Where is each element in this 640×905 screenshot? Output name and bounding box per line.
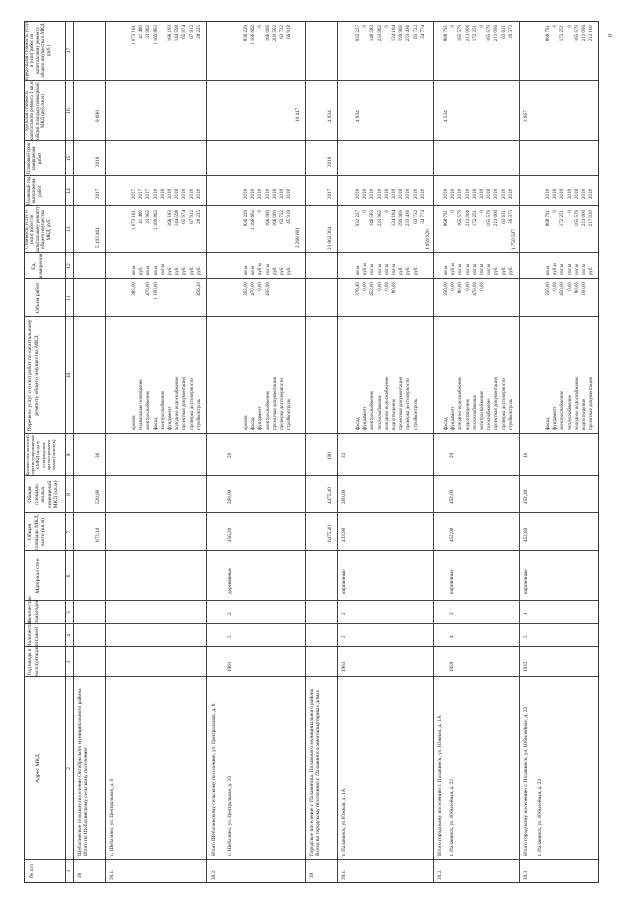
limits-list: 868 791 0 172 251 0 165 579 213 006 212 160 (546, 25, 595, 42)
colnum: 17 (66, 47, 72, 54)
row-title: Итого городскому поселению г. Палавинск, ул. Южная, д. 1А (437, 715, 443, 856)
header-year-built: Год ввода в эксплуатацию (27, 643, 40, 677)
total-area: 452,80 (523, 527, 529, 542)
unit-cost: 4 934 (327, 110, 333, 122)
row-number: 39.1. (341, 869, 347, 880)
capital-repair-table (24, 21, 599, 883)
col-divider (25, 175, 598, 176)
costs-list: 1 073 161 41 480 33 962 1 169 863 166 183 144 598 65 974 67 912 28 225 (132, 210, 202, 230)
unit-cost: 9 890 (95, 110, 101, 122)
row-title: Городское поселение г. Палавинска, Полавского муниципального района Всего по городскому поселению г. Палавинск в многоквартирных домах (309, 688, 322, 856)
row-number: 38.2. (211, 869, 217, 880)
row-number: 38.1. (109, 869, 115, 880)
header-unit: Ед. измерения (31, 253, 44, 279)
works-list: фасад фундамент холодное водоснабжение водоотведение теплоснабжение электроснабжение газоснабжение проектная документация проверка достоверности стройконтроль (444, 376, 514, 430)
volumes-list: 350,00 0,00 80,00 0,00 470,00 0,00 (444, 282, 486, 296)
row-divider (337, 22, 338, 882)
header-divider (73, 22, 74, 882)
header-cost: Стоимость услуг и (или) работ по капитальному ремонту общего имущества МКД, руб. (25, 206, 52, 253)
works-list: фасад фундамент электроснабжение теплоснабжение холодное водоснабжение водоотведение проектная документация (546, 376, 595, 430)
works-list: фасад фундамент электроснабжение теплоснабжение холодное водоснабжение водоотведение проектная документация проверка достоверности стройконтроль (356, 376, 419, 430)
entrances: 2 (449, 612, 455, 615)
colnum: 15 (66, 155, 72, 162)
row-title: Итого Шебалинскому сельскому поселению, ул. Центральная, д. 6 (211, 703, 217, 856)
colnum: 14 (66, 188, 72, 194)
entrances: 1 (523, 612, 529, 615)
colnum: 12 (66, 263, 72, 269)
unit-cost: 4 934 (355, 110, 361, 122)
living-area: 452,00 (449, 489, 455, 504)
residents: 32 (341, 452, 347, 458)
floors: 4 (449, 635, 455, 638)
colnum: 5 (66, 611, 72, 614)
volumes-list: 392,00 470,00 0,00 435,90 (244, 282, 271, 296)
works-list: кровля фасад фундамент электроснабжение проектная документация проверка достоверности стройконтроль (244, 377, 293, 430)
header-floors: Количество этажей (27, 619, 40, 647)
colnum: 10 (66, 372, 72, 379)
cost-total: 1 959 826 (425, 229, 431, 250)
address: г. Палавинск, ул. Юбилейная, д. 22 (449, 779, 455, 856)
plan-year: 2017 (95, 188, 101, 199)
residents: 20 (449, 452, 455, 458)
header-end-term: Плановый срок завершения работ (27, 142, 43, 175)
col-divider (25, 676, 598, 677)
floors: 2 (227, 635, 233, 638)
volumes-list: 350,00 0,00 450,00 0,00 80,00 100,00 (546, 282, 588, 296)
header-material: Материал стен (35, 558, 41, 594)
costs-list: 836 229 1 166 662 0 166 069 166 069 63 722 45 918 (244, 210, 293, 230)
col-divider (25, 252, 598, 253)
units-list: кв.м куб.м пог.м пог.м пог.м пог.м руб. (546, 263, 595, 275)
header-volume: Объем работ (35, 282, 41, 314)
col-divider (25, 80, 598, 81)
colnum: 16 (66, 108, 72, 114)
years-list: 2018 2018 2018 2018 2018 2018 2018 2018 2018 2018 (356, 189, 426, 199)
limits-list: 932 227 0 146 583 233 962 0 124 184 199 969 233 436 63 722 34 774 (356, 25, 426, 42)
row-divider (519, 22, 520, 882)
limits-list: 868 791 0 165 579 213 006 172 251 0 165 579 213 006 63 631 39 373 (444, 25, 514, 42)
colnum: 13 (66, 226, 72, 233)
residents: 16 (523, 452, 529, 458)
col-divider (25, 140, 598, 141)
row-number: 38 (77, 872, 83, 878)
years-list: 2018 2018 2018 2018 2018 2018 2018 (546, 189, 595, 199)
entrances: 2 (341, 612, 347, 615)
col-divider (25, 316, 598, 317)
limits-list: 836 229 1 166 662 0 166 069 200 582 63 722 66 918 (244, 25, 293, 45)
header-total-area: Общая площадь МКД, всего (кв.м) (27, 513, 46, 551)
year-built: 1933 (523, 661, 529, 672)
cost-total: 2 268 681 (295, 227, 301, 248)
header-works: Перечень услуг и (или) работ по капитальному ремонту общего имущества МКД (27, 319, 40, 432)
row-divider (105, 22, 106, 882)
colnum: 2 (66, 767, 72, 770)
row-number: 39 (309, 872, 315, 878)
volumes-list: 385,00 470,00 1 100,00 456,20 (132, 282, 202, 300)
living-area: 4475,40 (327, 487, 333, 504)
total-area: 456,20 (227, 527, 233, 542)
header-num: № п/п (29, 863, 35, 879)
col-divider (25, 550, 598, 551)
costs-list: 932 227 0 146 583 233 962 0 124 184 199 969 233 436 63 732 34 774 (356, 210, 426, 227)
units-list: кв.м руб. кв.м кв.м пог.м руб. руб. руб. руб. руб. (132, 263, 202, 275)
colnum: 6 (66, 574, 72, 578)
page-number: 0 (608, 34, 614, 37)
address: с. Шебалино, ул. Центральная, д. 6 (109, 778, 115, 856)
total-area: 872,10 (95, 527, 101, 542)
end-term: 2018 (95, 156, 101, 167)
unit-cost: 10 417 (295, 107, 301, 122)
header-unit-cost: Удельная стоимость капитального ремонта 1 кв.м общей площади помещений МКД (руб./кв.м) (25, 81, 47, 141)
cost-total: 5 193 461 (95, 227, 101, 248)
row-divider (206, 22, 207, 882)
colnum: 9 (66, 453, 72, 457)
row-number: 39.3. (523, 869, 529, 880)
wall-material: кирпичные (449, 569, 455, 594)
living-area: 260,00 (227, 489, 233, 504)
plan-year: 2017 (327, 188, 333, 199)
costs-list: 868 791 0 172 251 0 165 579 213 006 217 030 (546, 210, 595, 227)
living-area: 520,90 (95, 489, 101, 504)
total-area: 452,00 (449, 527, 455, 542)
entrances: 2 (227, 612, 233, 615)
col-divider (25, 859, 598, 860)
wall-material: кирпичные (341, 569, 347, 594)
row-title: Итого городскому поселению г. Палавинск, ул. Юбилейная, д. 22 (523, 706, 529, 856)
wall-material: деревянные (227, 568, 233, 594)
address: г. Палавинск, ул. Юбилейная, д. 24 (537, 779, 543, 856)
col-divider (25, 646, 598, 647)
year-built: 1959 (449, 661, 455, 672)
header-residents: Количество жителей, зарегистрированных в МКД на дату утверждения краткосрочного плана (человек) (25, 434, 57, 476)
works-list: кровля подвальные помещения электроснабжение фасад электроснабжение фундамент холодное водоснабжение проектная документация проверка достоверности стройконтроль (132, 376, 202, 430)
col-divider (25, 600, 598, 601)
total-area: 6475,40 (327, 525, 333, 542)
address: г. Палавинск, ул Южная, д. 1А (341, 788, 347, 856)
units-list: кв.м кв.м куб.м пог.м руб. руб. руб. (244, 263, 293, 275)
unit-cost: 4 534 (443, 110, 449, 122)
years-list: 2017 2017 2017 2018 2018 2018 2018 2018 2018 2018 (132, 189, 202, 199)
colnum: 1 (66, 869, 72, 873)
row-number: 39.2. (437, 869, 443, 880)
colnum: 3 (66, 660, 72, 664)
year-built: 1961 (227, 661, 233, 672)
residents: 20 (227, 452, 233, 458)
years-list: 2018 2018 2018 2018 2018 2018 2018 (244, 189, 293, 199)
col-divider (25, 512, 598, 513)
unit-cost: 3 867 (523, 110, 529, 122)
cost-total: 1 750 597 (511, 229, 517, 250)
floors: 2 (523, 635, 529, 638)
residents: 190 (327, 452, 333, 460)
residents: 38 (95, 452, 101, 458)
end-term: 2018 (327, 156, 333, 167)
units-list: кв.м куб.м пог.м пог.м пог.м пог.м руб. руб. руб. (356, 263, 419, 275)
colnum: 11 (66, 295, 72, 301)
colnum: 4 (66, 634, 72, 637)
units-list: кв.м куб.м пог.м пог.м пог.м пог.м пог.м руб. руб. руб. (444, 263, 514, 275)
header-living-area: Общая площадь жилых помещений МКД (кв.м) (27, 480, 59, 509)
col-divider (25, 205, 598, 206)
col-divider (25, 475, 598, 476)
col-divider (25, 433, 598, 434)
header-limit-cost: Предельная стоимость услуг и (или) работ по капитальному ремонту общего имущества в МКД (руб.) (25, 21, 52, 80)
header-plan-year: Плановый год выполнения работ (27, 176, 43, 206)
row-divider (433, 22, 434, 882)
row-title: Шебалинское сельское поселение Октябрьского муниципального района Итого по Шебалинскому сельскому поселению (77, 688, 90, 856)
limits-list: 1 073 161 41 480 33 962 1 169 863 166 183 144 598 65 974 67 912 28 225 (132, 25, 202, 45)
address: с. Шебалино, ул. Центральная, д. 10 (227, 776, 233, 856)
volumes-list: 370,40 0,00 452,00 0,00 0,00 80,00 (356, 282, 398, 296)
col-divider (25, 278, 598, 279)
cost-total: 23 962 364 (327, 226, 333, 250)
wall-material: кирпичные (523, 569, 529, 594)
floors: 2 (341, 635, 347, 638)
costs-list: 868 791 0 165 579 213 006 172 251 0 165 579 213 006 63 631 39 373 (444, 210, 514, 227)
years-list: 2018 2018 2018 2018 2018 2018 2018 2018 2018 2018 (444, 189, 514, 199)
col-divider (25, 623, 598, 624)
header-address: Адрес МКД (35, 754, 41, 783)
year-built: 1961 (341, 661, 347, 672)
header-entrances: Количество подъездов (27, 596, 40, 624)
living-area: 452,40 (523, 489, 529, 504)
colnum: 8 (66, 493, 72, 496)
total-area: 433,90 (341, 527, 347, 542)
colnum: 7 (66, 530, 72, 534)
row-divider (305, 22, 306, 882)
living-area: 260,00 (341, 489, 347, 504)
